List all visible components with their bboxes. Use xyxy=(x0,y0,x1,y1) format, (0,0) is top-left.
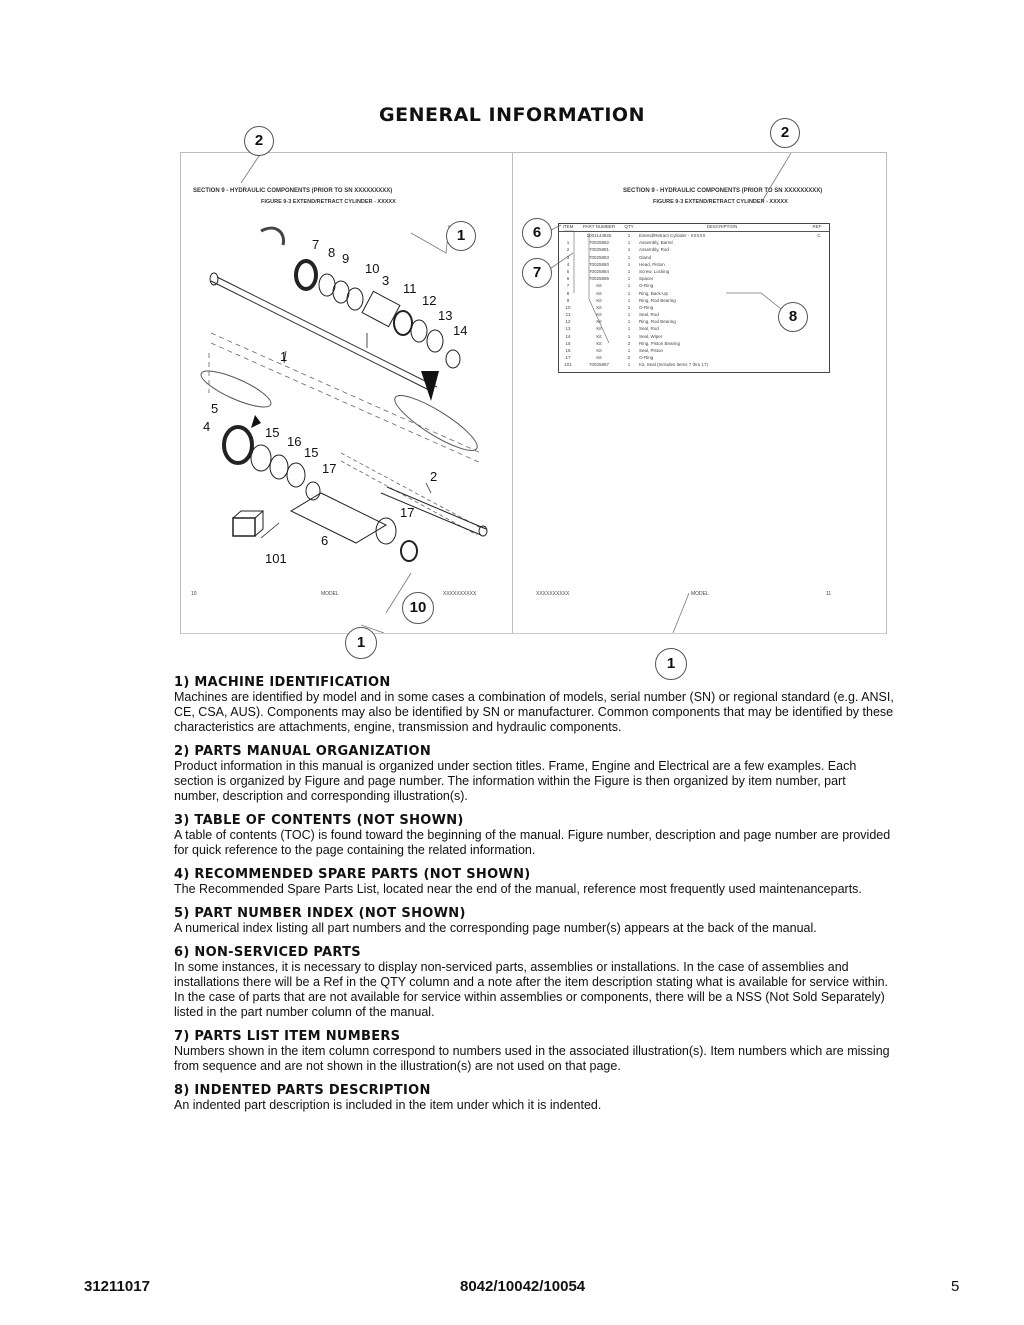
table-cell: Head, Piston xyxy=(639,261,665,267)
table-cell: 1 xyxy=(627,261,631,267)
table-cell: 4 xyxy=(566,261,570,267)
table-cell xyxy=(809,333,829,340)
table-cell: 70025882 xyxy=(588,240,610,246)
table-cell: Kit xyxy=(596,290,602,296)
section-body: A numerical index listing all part numbers and the corresponding page number(s) appears at the back of the manual. xyxy=(174,921,817,935)
table-cell xyxy=(809,318,829,325)
table-cell: 70025880 xyxy=(588,261,610,267)
table-cell xyxy=(809,239,829,246)
part-num-label: 17 xyxy=(322,461,337,476)
callout-description: 8 xyxy=(778,302,808,332)
table-cell: 1 xyxy=(627,319,631,325)
table-row xyxy=(559,354,829,361)
table-header-cell: ITEM xyxy=(562,224,574,229)
table-cell: 1 xyxy=(627,283,631,289)
table-cell: 101 xyxy=(564,362,572,368)
table-row xyxy=(559,275,829,282)
table-row xyxy=(559,246,829,253)
callout-section: 2 xyxy=(770,118,800,148)
table-cell: Kit xyxy=(596,340,602,346)
callout-section: 2 xyxy=(244,126,274,156)
table-cell: O-Ring xyxy=(639,283,654,289)
section-parts-manual-organization xyxy=(174,744,894,804)
part-num-label: 13 xyxy=(438,308,453,323)
table-cell xyxy=(809,347,829,354)
table-cell: 10 xyxy=(565,304,571,310)
section-heading: 1) MACHINE IDENTIFICATION xyxy=(174,675,391,690)
left-figure-header: FIGURE 9-3 EXTEND/RETRACT CYLINDER - XXXXX xyxy=(261,199,396,205)
table-cell: Ring, Piston Bearing xyxy=(639,340,681,346)
section-recommended-spare-parts xyxy=(174,867,894,897)
table-row xyxy=(559,239,829,246)
table-row xyxy=(559,347,829,354)
page-title: GENERAL INFORMATION xyxy=(379,104,645,126)
section-machine-identification xyxy=(174,675,894,735)
table-header-cell: QTY xyxy=(624,224,634,229)
section-indented-parts-description xyxy=(174,1083,894,1113)
table-cell: 5 xyxy=(566,268,570,274)
section-body: Product information in this manual is organized under section titles. Frame, Engine and Electrical are a few examples. Each section is organized by Figure and page number. The information within the Figure is then organized by item number, part number, description and corresponding illustration(s). xyxy=(174,759,857,803)
table-cell xyxy=(809,268,829,275)
table-cell: Ring, Rod Bearing xyxy=(639,297,676,303)
part-num-label: 15 xyxy=(265,425,280,440)
section-parts-list-item-numbers xyxy=(174,1029,894,1074)
left-footer-model: MODEL xyxy=(321,591,339,597)
table-cell: 70025887 xyxy=(588,362,610,368)
section-body: The Recommended Spare Parts List, located near the end of the manual, reference most frequently used maintenanceparts. xyxy=(174,882,862,896)
table-cell: Kit xyxy=(596,304,602,310)
callout-item: 6 xyxy=(522,218,552,248)
table-cell: 70025885 xyxy=(588,276,610,282)
section-table-of-contents xyxy=(174,813,894,858)
table-cell: 1 xyxy=(627,333,631,339)
table-cell: 2 xyxy=(627,340,631,346)
table-cell: 1 xyxy=(627,362,631,368)
sections-list xyxy=(174,675,894,1122)
table-cell: 1 xyxy=(627,268,631,274)
table-cell: 1 xyxy=(627,276,631,282)
table-header-cell: PART NUMBER xyxy=(582,224,616,229)
table-cell: Spacer xyxy=(639,276,654,282)
table-cell xyxy=(559,232,577,239)
table-cell: 1 xyxy=(627,304,631,310)
part-num-label: 2 xyxy=(430,469,438,484)
part-num-label: 9 xyxy=(342,251,350,266)
footer-models: 8042/10042/10054 xyxy=(460,1278,586,1295)
table-cell: Kit xyxy=(596,326,602,332)
section-heading: 5) PART NUMBER INDEX (NOT SHOWN) xyxy=(174,906,466,921)
table-row xyxy=(559,232,829,239)
part-num-label: 17 xyxy=(400,505,415,520)
table-cell: Ring, Back-Up xyxy=(639,290,669,296)
table-row xyxy=(559,268,829,275)
table-cell: 6 xyxy=(566,276,570,282)
table-cell: 16 xyxy=(565,348,571,353)
footer-page-number: 5 xyxy=(951,1278,960,1295)
section-non-serviced-parts xyxy=(174,945,894,1020)
table-cell: 14 xyxy=(565,333,571,339)
table-cell xyxy=(809,261,829,268)
table-cell xyxy=(809,282,829,289)
table-row xyxy=(559,361,829,368)
part-num-label: 14 xyxy=(453,323,468,338)
part-num-label: 5 xyxy=(211,401,219,416)
table-cell: 8 xyxy=(566,290,570,296)
table-cell xyxy=(809,254,829,261)
table-cell xyxy=(809,325,829,332)
table-cell: Kit xyxy=(596,297,602,303)
section-body: In some instances, it is necessary to display non-serviced parts, assemblies or installations. In the case of assemblies and installations there will be a Ref in the QTY column and a note after the item description stating what is available for service within. In the case of parts that are not available for service within assemblies or components, there will be a NSS (Not Sold Separately) listed in the part number column of the manual. xyxy=(174,960,889,1019)
table-cell: 70025881 xyxy=(588,247,610,253)
table-cell: 3 xyxy=(566,254,570,260)
table-cell: 1 xyxy=(627,233,631,238)
table-cell: 1 xyxy=(627,254,631,260)
table-cell: 1 xyxy=(627,326,631,332)
table-cell: 13 xyxy=(565,326,571,332)
section-heading: 8) INDENTED PARTS DESCRIPTION xyxy=(174,1083,431,1098)
table-cell: C xyxy=(817,233,821,238)
table-cell: Screw, Locking xyxy=(639,268,670,274)
part-num-label: 10 xyxy=(365,261,380,276)
table-cell: 15 xyxy=(565,340,571,346)
table-cell: 1 xyxy=(627,247,631,253)
table-cell: 2 xyxy=(627,355,631,361)
table-cell: 70025883 xyxy=(588,254,610,260)
section-part-number-index xyxy=(174,906,894,936)
table-cell: Kit, Seal (Includes Items 7 thru 17) xyxy=(639,362,709,368)
table-cell: 1 xyxy=(627,297,631,303)
table-cell: 1 xyxy=(627,312,631,318)
table-cell xyxy=(809,246,829,253)
table-cell: 1 xyxy=(627,290,631,296)
right-footer-code: XXXXXXXXXX xyxy=(536,591,570,597)
part-num-label: 11 xyxy=(403,281,417,296)
table-cell: 17 xyxy=(565,355,571,361)
section-body: Machines are identified by model and in some cases a combination of models, serial number (SN) or regional standard (e.g. ANSI, CE, CSA, AUS). Components may also be identified by SN or manufacturer. Common components that may be identified by these characteristics are attachments, engine, transmission and hydraulic components. xyxy=(174,690,894,734)
table-cell: O-Ring xyxy=(639,355,654,361)
table-cell: Kit xyxy=(596,355,602,361)
table-header-cell: REF xyxy=(812,224,822,229)
table-cell: 1 xyxy=(627,240,631,246)
table-cell: 7 xyxy=(566,283,570,289)
table-header-row xyxy=(559,224,829,232)
callout-footer: 10 xyxy=(402,592,434,624)
part-num-label: 12 xyxy=(422,293,437,308)
table-cell: Seal, Rod xyxy=(639,312,659,318)
table-cell: 70025884 xyxy=(588,268,610,274)
left-section-header: SECTION 9 - HYDRAULIC COMPONENTS (PRIOR TO SN XXXXXXXXX) xyxy=(193,188,393,194)
right-footer-model: MODEL xyxy=(691,591,709,597)
table-body xyxy=(559,232,829,369)
right-section-header: SECTION 9 - HYDRAULIC COMPONENTS (PRIOR TO SN XXXXXXXXX) xyxy=(623,188,823,194)
section-heading: 4) RECOMMENDED SPARE PARTS (NOT SHOWN) xyxy=(174,867,531,882)
part-num-label: 7 xyxy=(312,237,320,252)
left-page-number: 10 xyxy=(191,591,197,597)
table-cell: Seal, Wiper xyxy=(639,333,663,339)
part-num-label: 4 xyxy=(203,419,211,434)
right-figure-header: FIGURE 9-3 EXTEND/RETRACT CYLINDER - XXXXX xyxy=(653,199,788,205)
table-cell: 9 xyxy=(566,297,570,303)
table-cell: 1 xyxy=(627,348,631,353)
part-num-label: 15 xyxy=(304,445,319,460)
table-cell: Kit xyxy=(596,312,602,318)
table-cell: 1001144826 xyxy=(586,233,612,238)
table-cell: Ring, Rod Bearing xyxy=(639,319,676,325)
table-cell: Assembly, Barrel xyxy=(639,240,673,246)
table-cell: O-Ring xyxy=(639,304,654,310)
table-row xyxy=(559,254,829,261)
table-cell: 1 xyxy=(566,240,570,246)
table-row xyxy=(559,290,829,297)
table-cell: 12 xyxy=(565,319,571,325)
table-row xyxy=(559,340,829,347)
section-heading: 2) PARTS MANUAL ORGANIZATION xyxy=(174,744,432,759)
part-num-label: 1 xyxy=(280,349,288,364)
table-cell: Seal, Piston xyxy=(639,348,664,353)
section-heading: 3) TABLE OF CONTENTS (NOT SHOWN) xyxy=(174,813,464,828)
table-header-cell: DESCRIPTION xyxy=(706,224,738,229)
table-cell xyxy=(809,275,829,282)
callout-part-number: 7 xyxy=(522,258,552,288)
table-cell: Kit xyxy=(596,348,602,353)
section-body: Numbers shown in the item column correspond to numbers used in the associated illustration(s). Item numbers which are missing from sequence and are not shown in the illustration(s) are not used on that page. xyxy=(174,1044,890,1073)
section-body: A table of contents (TOC) is found toward the beginning of the manual. Figure number, description and page number are provided for quick reference to the page containing the related information. xyxy=(174,828,891,857)
table-row xyxy=(559,282,829,289)
table-cell: Kit xyxy=(596,319,602,325)
section-heading: 7) PARTS LIST ITEM NUMBERS xyxy=(174,1029,401,1044)
part-num-label: 16 xyxy=(287,434,302,449)
table-cell: Seal, Rod xyxy=(639,326,659,332)
table-cell xyxy=(809,290,829,297)
table-cell xyxy=(809,340,829,347)
footer-doc-number: 31211017 xyxy=(84,1278,150,1295)
section-heading: 6) NON-SERVICED PARTS xyxy=(174,945,361,960)
table-cell xyxy=(809,311,829,318)
callout-page-number: 1 xyxy=(345,627,377,659)
part-num-label: 101 xyxy=(265,551,287,566)
table-cell: Extend/Retract Cylinder - XXXXX xyxy=(639,233,706,238)
table-row xyxy=(559,333,829,340)
section-body: An indented part description is included in the item under which it is indented. xyxy=(174,1098,602,1112)
callout-figure: 1 xyxy=(446,221,476,251)
table-cell: Kit xyxy=(596,333,602,339)
table-cell: Gland xyxy=(639,254,652,260)
table-cell: Assembly, Rod xyxy=(639,247,669,253)
table-cell xyxy=(809,354,829,361)
part-num-label: 6 xyxy=(321,533,329,548)
table-cell: Kit xyxy=(596,283,602,289)
callout-page-number: 1 xyxy=(655,648,687,680)
table-cell: 2 xyxy=(566,247,570,253)
left-footer-code: XXXXXXXXXX xyxy=(443,591,477,597)
table-cell: 11 xyxy=(565,312,571,318)
sample-parts-table xyxy=(558,223,830,373)
part-num-label: 3 xyxy=(382,273,390,288)
table-row xyxy=(559,261,829,268)
table-cell xyxy=(809,304,829,311)
table-cell xyxy=(809,297,829,304)
table-cell xyxy=(809,361,829,368)
part-num-label: 8 xyxy=(328,245,336,260)
right-page-number: 11 xyxy=(826,591,832,597)
